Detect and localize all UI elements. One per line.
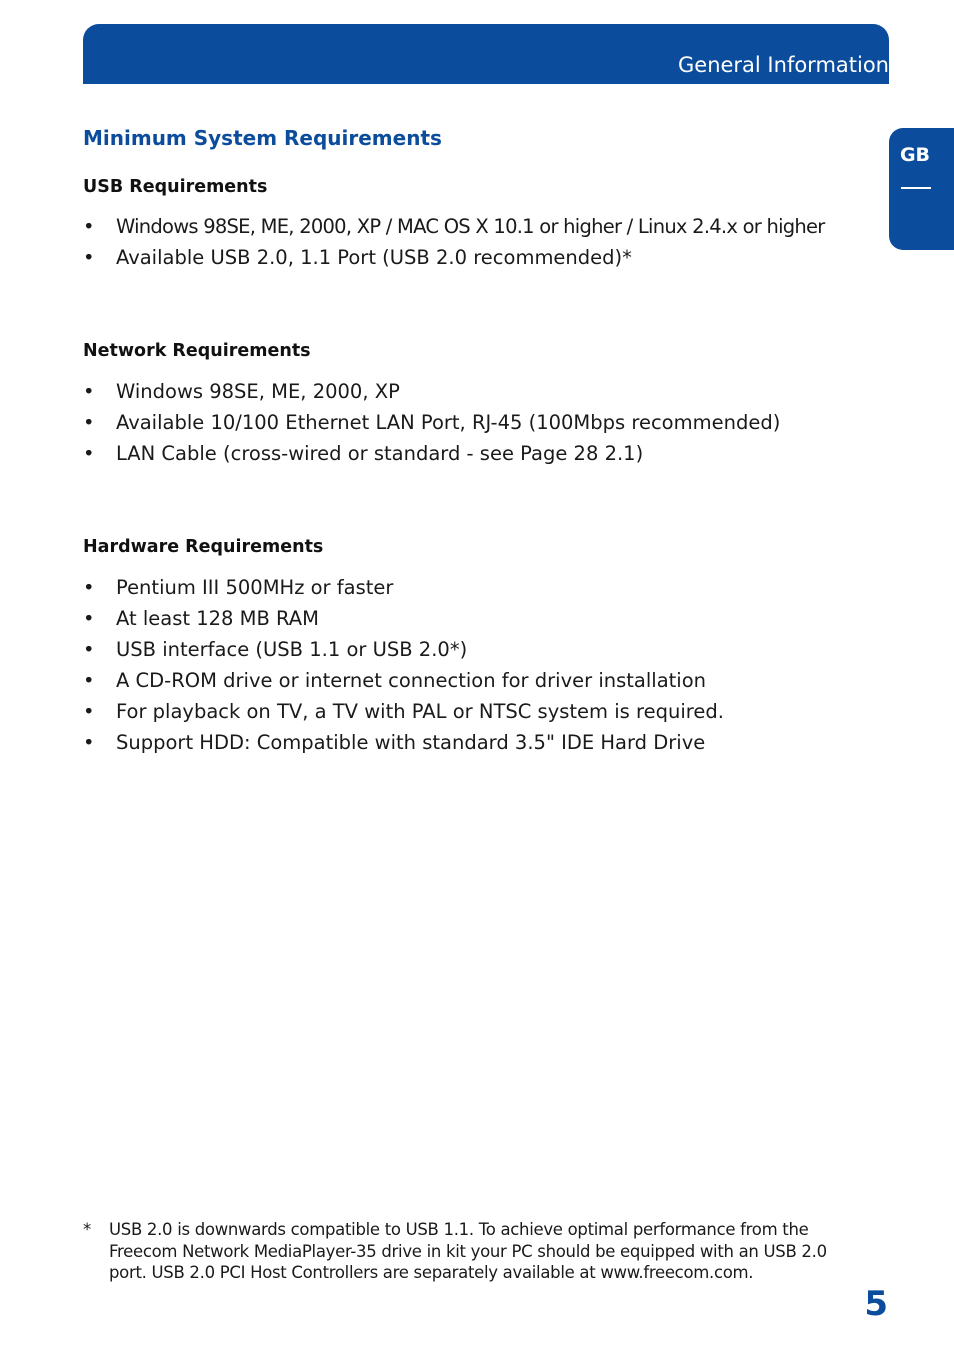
bullet: • [83, 411, 95, 434]
list-item-text: Pentium III 500MHz or faster [116, 576, 394, 599]
header-title: General Information [678, 53, 889, 77]
list-item [83, 409, 843, 440]
hardware-requirements-list [83, 574, 843, 760]
bullet: • [83, 246, 95, 269]
bullet: • [83, 607, 95, 630]
list-item [83, 213, 843, 244]
list-item-text: A CD-ROM drive or internet connection for driver installation [116, 669, 706, 692]
main-heading: Minimum System Requirements [83, 126, 442, 150]
bullet: • [83, 215, 95, 238]
list-item-text: Support HDD: Compatible with standard 3.5" IDE Hard Drive [116, 731, 706, 754]
list-item [83, 605, 843, 636]
network-requirements-list [83, 378, 843, 471]
bullet: • [83, 731, 95, 754]
list-item-text: Windows 98SE, ME, 2000, XP / MAC OS X 10.1 or higher / Linux 2.4.x or higher [116, 215, 825, 238]
list-item [83, 698, 843, 729]
list-item-text: Available USB 2.0, 1.1 Port (USB 2.0 recommended)* [116, 246, 632, 269]
bullet: • [83, 380, 95, 403]
list-item-text: USB interface (USB 1.1 or USB 2.0*) [116, 638, 468, 661]
footnote-text: USB 2.0 is downwards compatible to USB 1.1. To achieve optimal performance from the Freecom Network MediaPlayer-35 drive in kit your PC should be equipped with an USB 2.0 port. USB 2.0 PCI Host Controllers are separately available at www.freecom.com. [109, 1220, 827, 1282]
list-item-text: Available 10/100 Ethernet LAN Port, RJ-45 (100Mbps recommended) [116, 411, 781, 434]
language-tab [889, 128, 954, 250]
list-item [83, 378, 843, 409]
language-code: GB [899, 144, 931, 166]
list-item-text: For playback on TV, a TV with PAL or NTSC system is required. [116, 700, 724, 723]
list-item-text: Windows 98SE, ME, 2000, XP [116, 380, 400, 403]
usb-requirements-list [83, 213, 843, 275]
language-tab-rule [901, 187, 931, 189]
list-item [83, 440, 843, 471]
bullet: • [83, 669, 95, 692]
list-item [83, 574, 843, 605]
list-item-text: LAN Cable (cross-wired or standard - see Page 28 2.1) [116, 442, 644, 465]
bullet: • [83, 442, 95, 465]
bullet: • [83, 700, 95, 723]
list-item [83, 667, 843, 698]
footnote-marker: * [83, 1220, 91, 1239]
hardware-requirements-title: Hardware Requirements [83, 537, 324, 557]
list-item [83, 636, 843, 667]
bullet: • [83, 576, 95, 599]
page-number: 5 [864, 1284, 888, 1324]
network-requirements-title: Network Requirements [83, 341, 311, 361]
list-item-text: At least 128 MB RAM [116, 607, 319, 630]
list-item [83, 729, 843, 760]
bullet: • [83, 638, 95, 661]
list-item [83, 244, 843, 275]
usb-requirements-title: USB Requirements [83, 177, 268, 197]
footnote [83, 1219, 843, 1284]
